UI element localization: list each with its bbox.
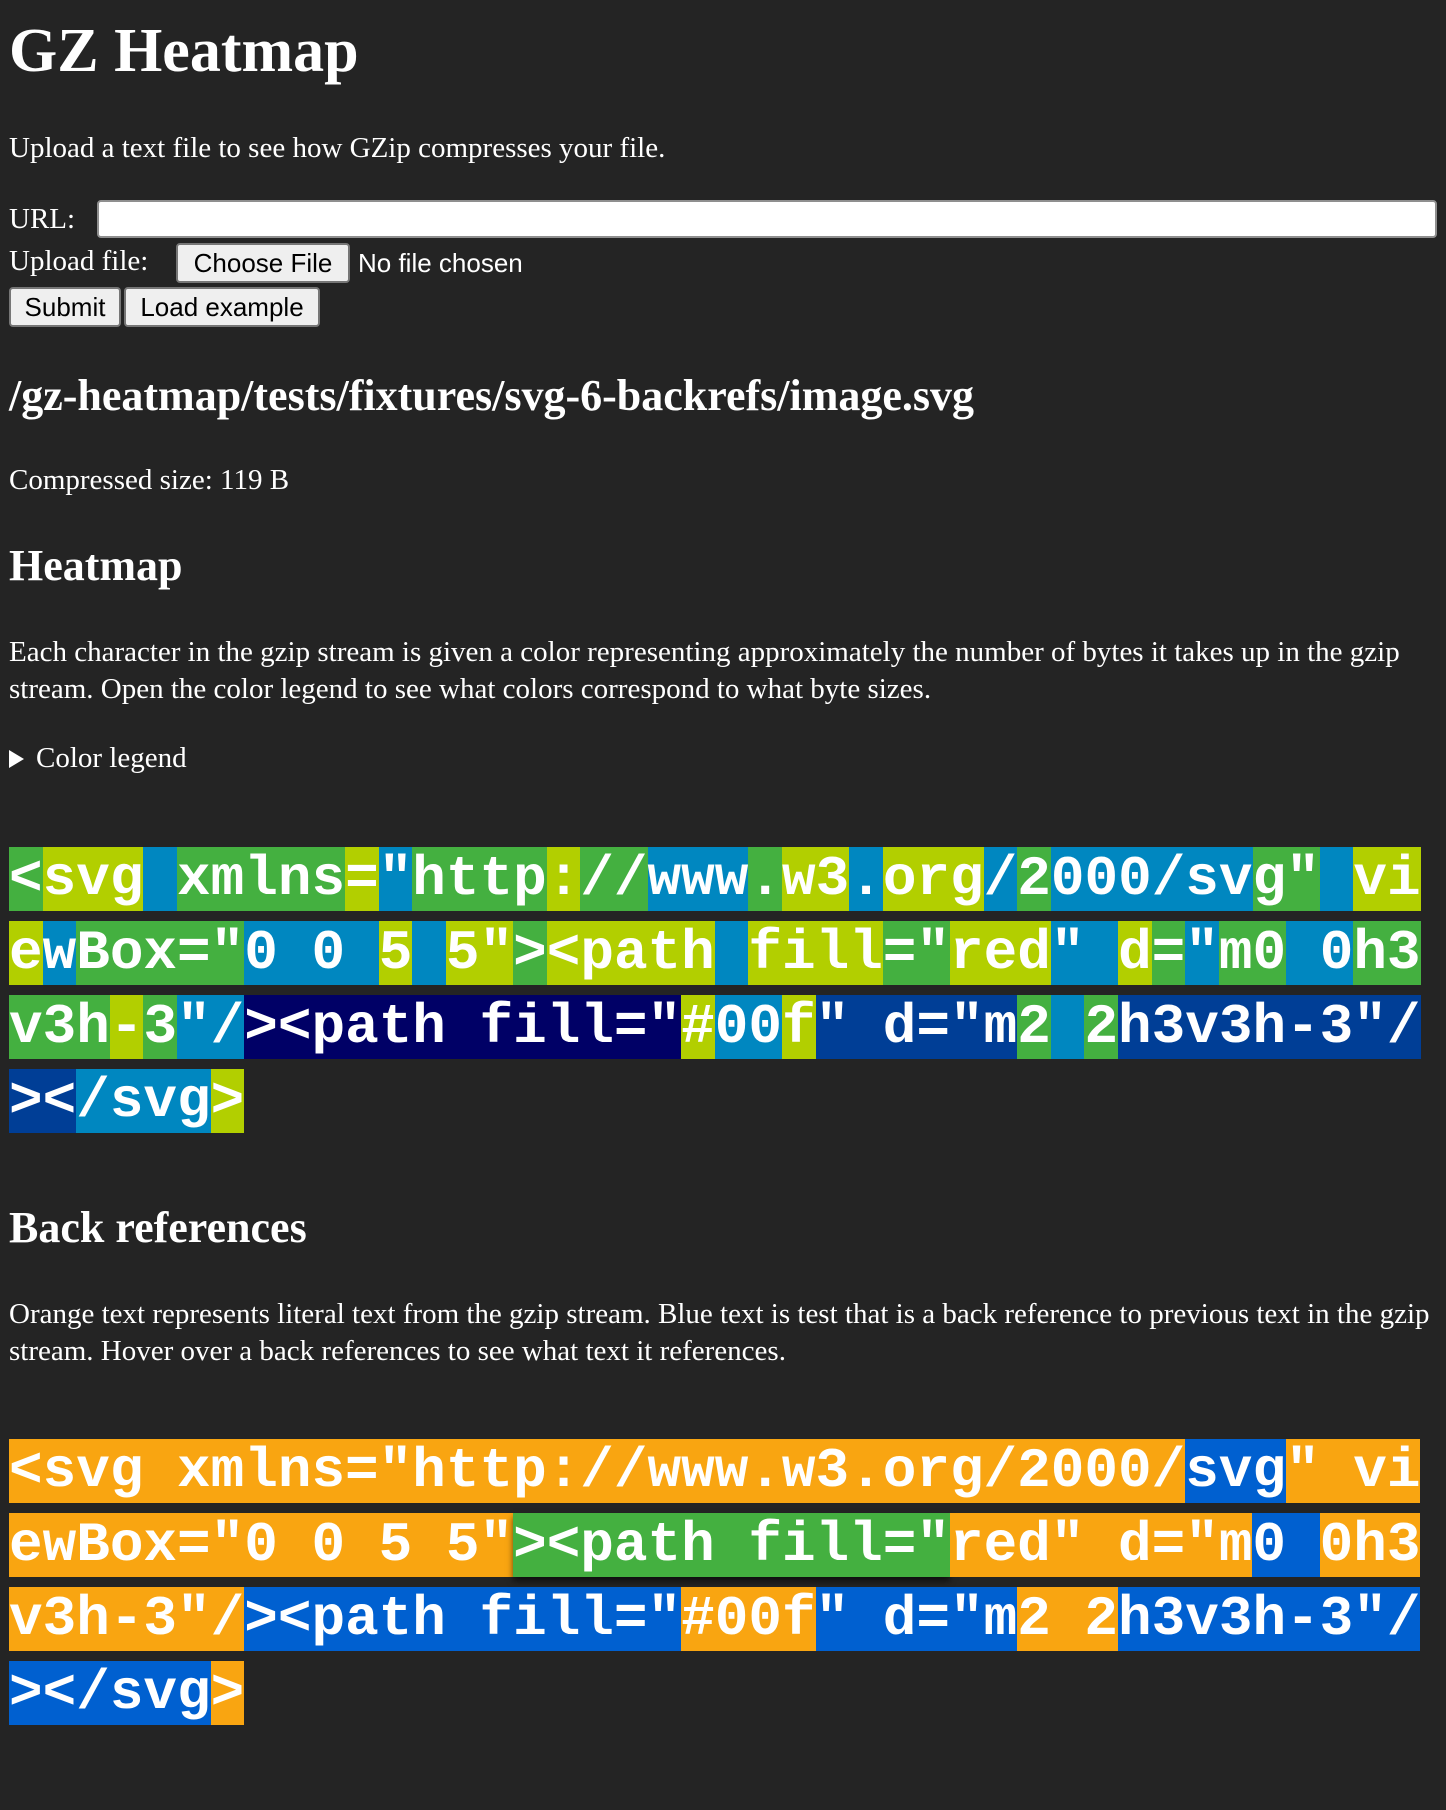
submit-button[interactable]: Submit (9, 287, 121, 327)
backref-segment[interactable]: g (1252, 1439, 1287, 1503)
url-input[interactable] (97, 200, 1437, 238)
file-path-heading: /gz-heatmap/tests/fixtures/svg-6-backrefs/image.svg (9, 371, 975, 420)
backref-segment[interactable]: ><path fill=" (513, 1513, 950, 1577)
heatmap-segment: red (950, 921, 1051, 985)
literal-segment: > (210, 1661, 245, 1725)
heatmap-segment: 5 (378, 921, 413, 985)
back-references-heading: Back references (9, 1203, 307, 1252)
heatmap-segment: " (1185, 921, 1219, 985)
heatmap-segment: f (781, 995, 816, 1059)
heatmap-segment: 0 (1286, 921, 1354, 985)
heatmap-segment (143, 847, 177, 911)
heatmap-segment: > (210, 1069, 245, 1133)
literal-segment: 0 (1319, 1513, 1354, 1577)
upload-file-label: Upload file: (9, 245, 149, 277)
heatmap-segment: d (1118, 921, 1152, 985)
heatmap-segment: : (546, 847, 581, 911)
heatmap-segment: svg (42, 847, 144, 911)
heatmap-segment: <path (546, 921, 715, 985)
backref-text (9, 1434, 1439, 1730)
heatmap-description: Each character in the gzip stream is given a color representing approximately the number of bytes it takes up in the gzip stream. Open the color legend to see what colors correspond to what byte sizes. (9, 636, 1400, 705)
heatmap-segment: " (1050, 921, 1119, 985)
heatmap-segment: 2 (1017, 847, 1051, 911)
page-title: GZ Heatmap (9, 17, 359, 85)
heatmap-segment: " (378, 847, 413, 911)
color-legend-label: Color legend (36, 742, 187, 774)
heatmap-segment: 0 0 (244, 921, 379, 985)
heatmap-segment: org (882, 847, 984, 911)
heatmap-heading: Heatmap (9, 541, 183, 590)
heatmap-segment: g" (1252, 847, 1320, 911)
backref-segment[interactable]: ="m (916, 1587, 1018, 1651)
heatmap-segment: m0 (1218, 921, 1287, 985)
heatmap-segment: Box (76, 921, 178, 985)
heatmap-segment: www (647, 847, 749, 911)
heatmap-segment: =" (882, 921, 951, 985)
literal-segment: #00f (681, 1587, 816, 1651)
heatmap-segment: 3 (143, 995, 178, 1059)
backref-segment[interactable]: ><path fill=" (244, 1587, 682, 1651)
color-legend-toggle[interactable] (9, 740, 187, 777)
backref-segment[interactable]: h3v3h-3"/></svg (9, 1587, 1421, 1725)
compressed-size: Compressed size: 119 B (9, 464, 290, 496)
heatmap-segment: vie (9, 847, 1421, 985)
heatmap-segment: w (42, 921, 77, 985)
heatmap-segment: " d="m (815, 995, 1018, 1059)
heatmap-segment: xmlns (177, 847, 346, 911)
heatmap-segment: ><path fill=" (244, 995, 682, 1059)
heatmap-segment: . (849, 847, 883, 911)
heatmap-segment: < (9, 847, 43, 911)
literal-segment: h3v3h-3"/ (9, 1513, 1421, 1651)
heatmap-segment: / (983, 847, 1018, 911)
intro-text: Upload a text file to see how GZip compresses your file. (9, 132, 666, 164)
heatmap-segment: /sv (1151, 847, 1253, 911)
backref-segment[interactable]: sv (1185, 1439, 1253, 1503)
backref-segment[interactable]: 0 (1252, 1513, 1320, 1577)
heatmap-segment: 2 (1017, 995, 1051, 1059)
heatmap-segment: 00 (714, 995, 782, 1059)
heatmap-segment: > (513, 921, 547, 985)
literal-segment: red" d="m (949, 1513, 1253, 1577)
heatmap-segment: = (1151, 921, 1186, 985)
choose-file-button[interactable]: Choose File (176, 243, 350, 283)
load-example-button[interactable]: Load example (124, 287, 320, 327)
heatmap-segment: "/ (177, 995, 245, 1059)
heatmap-segment: - (109, 995, 144, 1059)
heatmap-segment (715, 921, 749, 985)
heatmap-segment: # (681, 995, 715, 1059)
heatmap-segment: fill (748, 921, 883, 985)
heatmap-segment: 5" (445, 921, 514, 985)
heatmap-segment: = (345, 847, 379, 911)
heatmap-segment: http (412, 847, 547, 911)
disclosure-triangle-icon (9, 750, 24, 768)
heatmap-text (9, 842, 1439, 1138)
heatmap-segment: 2 (1084, 995, 1119, 1059)
url-label: URL: (9, 203, 76, 235)
heatmap-segment (1320, 847, 1354, 911)
no-file-text: No file chosen (358, 248, 523, 278)
heatmap-segment: 000 (1050, 847, 1152, 911)
heatmap-segment (1051, 995, 1085, 1059)
literal-segment: " viewBox="0 0 5 5" (9, 1439, 1421, 1577)
heatmap-segment (412, 921, 446, 985)
backref-segment[interactable]: " d (815, 1587, 917, 1651)
literal-segment: <svg xmlns="http://www.w3.org/2000/ (9, 1439, 1186, 1503)
heatmap-segment: w3 (781, 847, 850, 911)
heatmap-segment: . (748, 847, 782, 911)
heatmap-segment: =" (177, 921, 245, 985)
literal-segment: 2 2 (1017, 1587, 1119, 1651)
heatmap-segment: // (580, 847, 648, 911)
heatmap-segment: h3v3h-3"/>< (9, 995, 1421, 1133)
heatmap-segment: h3v3h (9, 921, 1421, 1059)
heatmap-segment: /svg (76, 1069, 211, 1133)
back-references-description: Orange text represents literal text from the gzip stream. Blue text is test that is a back reference to previous text in the gzip stream. Hover over a back references to see what text it references. (9, 1298, 1430, 1367)
